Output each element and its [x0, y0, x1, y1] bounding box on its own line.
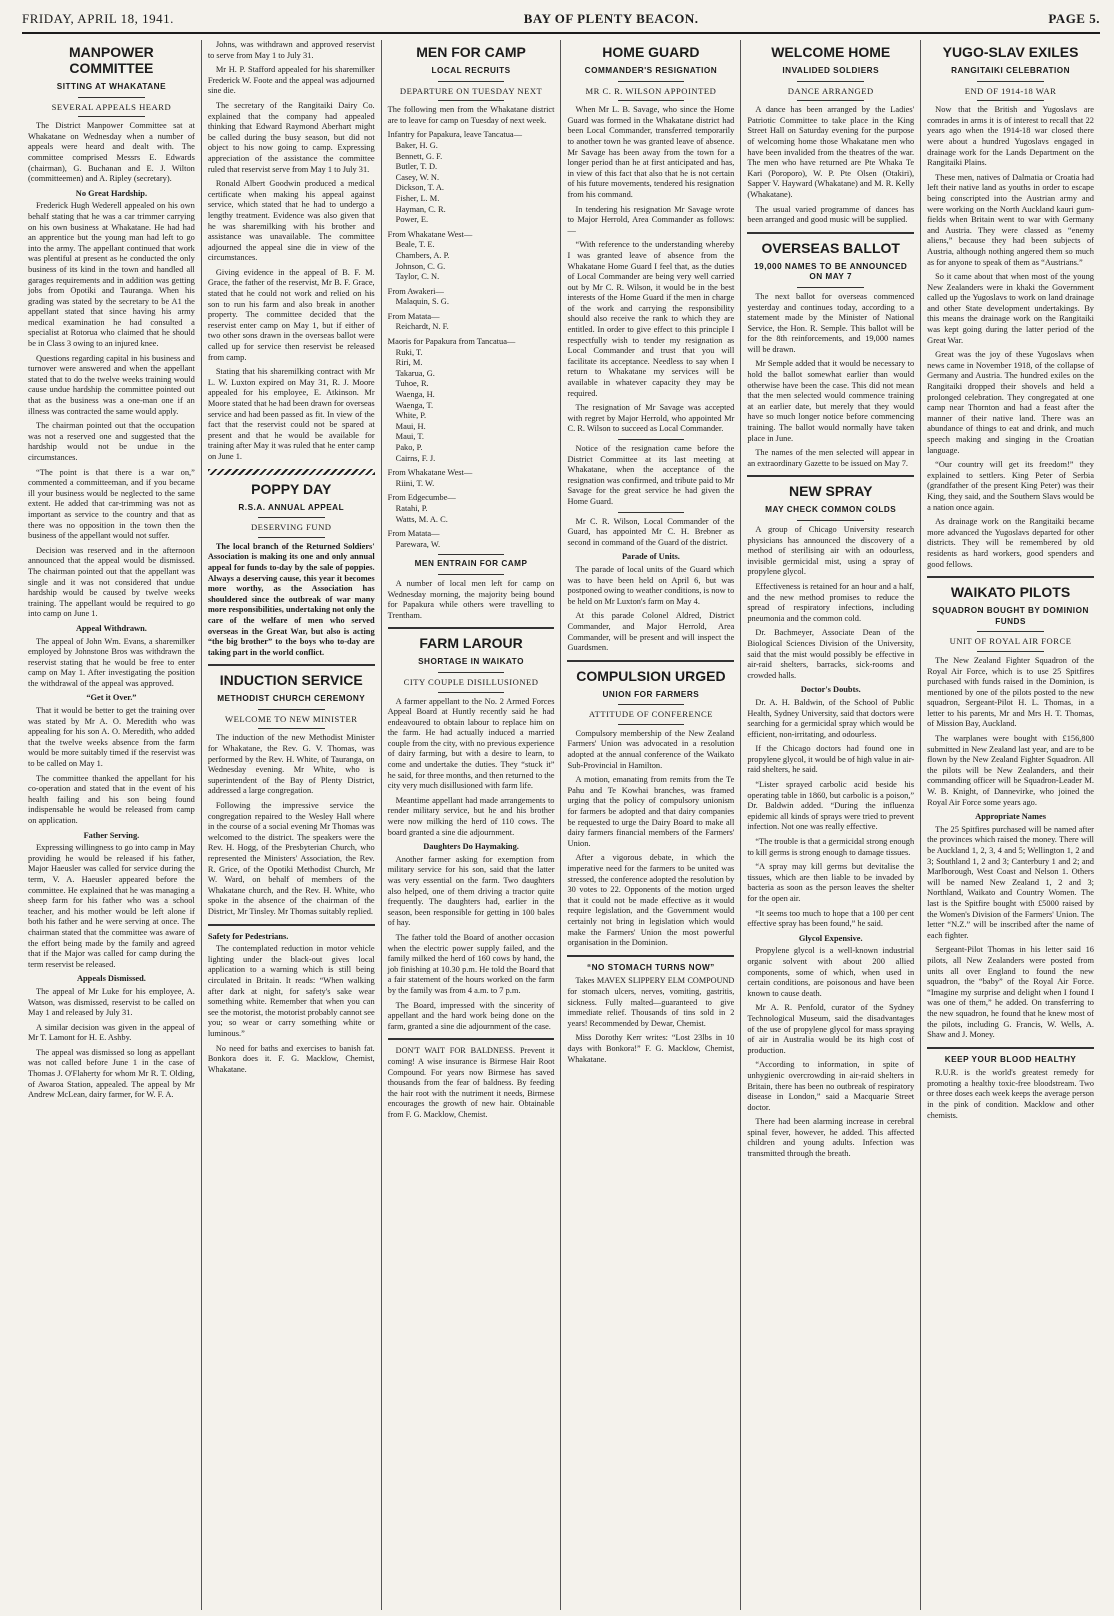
subhead: INVALIDED SOLDIERS	[782, 66, 880, 75]
group-label: From Whakatane West—	[387, 229, 473, 239]
paragraph: The appeal of John Wm. Evans, a sharemilker employed by Johnstone Bros was withdrawn the reservist stating that he would be free to enter camp on May 1. After investigating the position the withdrawal of the appeal was approved.	[28, 636, 195, 688]
paragraph: “The point is that there is a war on,” commented a committeeman, and if you became ill your business would be neglected to the same extent. He added that car-trimming was not as important as service to the country and that as there was no opposition in the town then the business of the appellant would not suffer.	[28, 467, 195, 541]
paragraph: The next ballot for overseas commenced yesterday and continues today, according to a statement made by the Minister of National Service, the Hon. R. Semple. This ballot will be for the 8th reinforcements, and 19,000 names will be drawn.	[747, 291, 915, 354]
divider	[797, 520, 864, 521]
divider	[438, 100, 505, 101]
divider	[438, 672, 505, 673]
divider	[438, 81, 505, 82]
divider	[797, 81, 864, 82]
column-5	[741, 40, 921, 1610]
paragraph: At this parade Colonel Aldred, District Commander, and Major Herrold, Area Commander, will be present and will inspect the Guardsmen.	[567, 611, 735, 653]
subhead: SITTING AT WHAKATANE	[56, 82, 167, 91]
paragraph: The appeal of Mr Luke for his employee, A. Watson, was dismissed, reservist to be called on May 1 and released by July 31.	[28, 986, 195, 1018]
subhead: LOCAL RECRUITS	[431, 66, 511, 75]
recruit-name: Ratahi, P.	[395, 503, 428, 513]
paragraph: “With reference to the understanding whereby I was granted leave of absence from the Whakatane Home Guard I feel that, as the duties of Local Commander are being very well carried out by Mr C. R. Wilson, it would be in the best interests of the Home Guard if the men in charge of the work and carrying the responsibility should also receive the rank to which they are entitled. In order to give effect to this principle I respectfully wish to tender my resignation as Local Commander and trust that you will facilitate its acceptance. Needless to say when I return to Whakatane my services will be available in whatever capacity they may be required.	[567, 240, 735, 398]
page-number: PAGE 5.	[1048, 11, 1100, 26]
paragraph: So it came about that when most of the young New Zealanders were in khaki the Government called up the Yugoslavs to work on land drainage and other State development undertakings. By this means the drainage work on the Rangitaiki was kept going during the latter period of the Great War.	[927, 272, 1094, 345]
paragraph: There had been alarming increase in cerebral spinal fever, however, he added. This affected children and young adults. Infection was transmitted through the breath.	[747, 1117, 915, 1159]
paragraph: Frederick Hugh Wederell appealed on his own behalf stating that he was a car trimmer carrying on his own business at Whakatane. He had had an apprentice but the young man had left to go into the army. The appellant continued that work was plentiful at present as he conducted the only business of its kind in the town and handled all garages requirements and in addition was getting jobs from Opotiki and Tauranga. When his grading was stated by the secretary to be A1 the appellant stated that since having his army medical examination he had consulted a specialist at Rotorua who claimed that he should be in Class 3 owing to an injured knee.	[28, 201, 195, 349]
divider	[567, 660, 734, 662]
paragraph: The appeal was dismissed so long as appellant was not called before June 1 in the case of Thomas J. O'Flaherty for whom Mr R. T. Olding, of Awaroa Station, appealed. The appeal by Mr Andrew McLean, dairy farmer, for W. F. A.	[28, 1047, 195, 1100]
paragraph: Notice of the resignation came before the District Committee at its last meeting at Whakatane, when the acceptance of the resignation was confirmed, and tribute paid to Mr Savage for the great service he had given the Home Guard.	[567, 444, 735, 506]
recruit-name: Ruki, T.	[395, 347, 423, 357]
paragraph: Ronald Albert Goodwin produced a medical certificate when making his appeal against service, which stated that he had to undergo a lengthy treatment. Evidence was also given that he was sharemilking with his brother and assistance was unavailable. The committee adjourned the appeal sine die in view of the circumstances.	[207, 179, 375, 263]
headline-poppy-day: POPPY DAY	[251, 480, 332, 497]
divider	[438, 554, 505, 555]
divider	[618, 100, 685, 101]
paragraph: The District Manpower Committee sat at Whakatane on Wednesday when a number of appeals were heard and dealt with. The committee comprised Messrs E. Edwards (chairman), G. Buchanan and E. J. Wilton (committeemen) and A. Ripley (secretary).	[28, 121, 195, 184]
paragraph: Expressing willingness to go into camp in May providing he would be released if his father, Major Haeusler was called for service during the term, V. A. Haeusler appeared before the committee. He explained that he was managing a sheep farm for his father who was a school teacher, and his mother would be left alone if both his father and he were serving at once. The chairman stated that the committee was aware of the effort being made by the family and agreed that if the Major was called for camp during the term reservist be released.	[28, 843, 195, 969]
divider	[977, 100, 1044, 101]
paragraph: That it would be better to get the training over was stated by Mr A. O. Meredith who was appealing for his son A. O. Meredith, who added that the twelve weeks absence from the farm would be more suitably timed if the reservist was to be called on May 1.	[28, 706, 195, 769]
advertisement: R.U.R. is the world's greatest remedy for promoting a healthy toxic-free bloodstream. Two or three doses each week keeps the average person in the pink of condition. Macklow and other chemists.	[927, 1068, 1094, 1120]
group-label: From Whakatane West—	[387, 468, 473, 478]
paragraph: When Mr L. B. Savage, who since the Home Guard was formed in the Whakatane district had been Local Commander, transferred temporarily to another town he was granted leave of absence. Mr Savage has been away from the town for a longer period than he at first anticipated and has, in view of this fact that also that he is not certain of his future movements, tendered his resignation from his command.	[567, 105, 735, 199]
subhead: CITY COUPLE DISILLUSIONED	[403, 676, 539, 687]
subhead: WELCOME TO NEW MINISTER	[224, 713, 358, 724]
paragraph: “A spray may kill germs but devitalise the tissues, which are then liable to be invaded by bacteria as soon as the person leaves the shelter for the open air.	[747, 862, 915, 903]
divider	[977, 651, 1044, 652]
paragraph: The parade of local units of the Guard which was to have been held on April 6, but was postponed owing to weather conditions, is now to be held on Mr Luxton's farm on May 4.	[567, 564, 735, 606]
subhead: RANGITAIKI CELEBRATION	[951, 66, 1071, 75]
paragraph: Mr H. P. Stafford appealed for his sharemilker Frederick W. Foote and the appeal was adjourned sine die.	[207, 65, 375, 96]
recruit-name: Chambers, A. P.	[395, 250, 450, 260]
subhead: UNION FOR FARMERS	[602, 689, 700, 699]
headline-waikato-pilots: WAIKATO PILOTS	[950, 584, 1071, 601]
subhead: COMMANDER'S RESIGNATION	[584, 66, 718, 75]
subhead: SHORTAGE IN WAIKATO	[418, 657, 525, 667]
section-heading: Glycol Expensive.	[798, 933, 863, 943]
advertisement: Takes MAVEX SLIPPERY ELM COMPOUND for stomach ulcers, nerves, vomiting, gastritis, sickness. Fully malted—guaranteed to give immediate relief. Thousands of tins sold in 2 years! Recommended by Dewar, Chemist.	[567, 976, 735, 1028]
masthead	[22, 6, 1100, 34]
group-label: Maoris for Papakura from Tancatua—	[387, 337, 516, 347]
recruit-name: Casey, W. N.	[395, 172, 440, 182]
recruit-name: Butler, T. D.	[395, 162, 438, 172]
group-label: From Matata—	[387, 311, 440, 321]
paragraph: Johns, was withdrawn and approved reservist to serve from May 1 to July 31.	[207, 40, 375, 60]
advert-heading: “NO STOMACH TURNS NOW”	[587, 962, 715, 972]
paragraph: “It seems too much to hope that a 100 per cent effective spray has been found,” he said.	[747, 908, 915, 929]
headline-overseas-ballot: OVERSEAS BALLOT	[761, 239, 900, 256]
recruit-name: Johnson, C. G.	[395, 261, 446, 271]
recruit-name: Watts, M. A. C.	[395, 514, 448, 524]
divider	[208, 924, 375, 926]
paragraph: Another farmer asking for exemption from military service for his son, said that the latter was very essential on the farm. Two daughters also helped, one of them driving a tractor quite frequently. The daughters had, earlier in the season, been responsible for getting in 100 bales of hay.	[387, 854, 555, 928]
subhead: MEN ENTRAIN FOR CAMP	[414, 559, 528, 569]
paragraph: Compulsory membership of the New Zealand Farmers' Union was advocated in a resolution adopted at the annual conference of the Waikato Sub-Provincial in Hamilton.	[567, 728, 735, 770]
paragraph: Meantime appellant had made arrangements to render military service, but he and his brother were now milking the herd of 110 cows. The board granted a sine die adjournment.	[387, 795, 555, 837]
section-heading: Doctor's Doubts.	[800, 685, 861, 695]
group-label: From Edgecumbe—	[387, 493, 456, 503]
recruit-name: Waenga, H.	[395, 390, 435, 400]
subhead: METHODIST CHURCH CEREMONY	[217, 694, 366, 704]
divider	[797, 287, 864, 288]
subhead: DEPARTURE ON TUESDAY NEXT	[399, 85, 543, 96]
paragraph: The induction of the new Methodist Minister for Whakatane, the Rev. G. V. Thomas, was performed by the Rev. H. White, of Tauranga, on Wednesday evening. Mr White, who is superintendent of the Bay of Plenty District, addressed a large congregation.	[207, 733, 375, 796]
divider	[388, 627, 555, 629]
divider	[618, 81, 685, 82]
paragraph: As drainage work on the Rangitaiki became more advanced the Yugoslavs departed for other districts. They will be remembered by old residents as hard workers, good spenders and good fellows.	[927, 517, 1094, 569]
column-2	[202, 40, 382, 1610]
recruit-name: Power, E.	[395, 215, 429, 225]
divider	[208, 664, 375, 666]
divider	[927, 576, 1094, 578]
divider	[797, 100, 864, 101]
paragraph: The chairman pointed out that the occupation was not a reserved one and suggested that the hardship would not be undue in the circumstances.	[28, 421, 195, 462]
headline-home-guard: HOME GUARD	[602, 44, 700, 60]
divider	[618, 512, 685, 513]
subhead: END OF 1914-18 WAR	[964, 85, 1057, 96]
subhead: DESERVING FUND	[250, 522, 332, 533]
paragraph: A similar decision was given in the appeal of Mr T. Lamont for H. E. Ashby.	[28, 1022, 195, 1043]
recruit-name: Riini, T. W.	[395, 478, 435, 488]
divider	[747, 232, 914, 234]
paragraph: The usual varied programme of dances has been arranged and good music will be supplied.	[747, 204, 915, 225]
paragraph: Dr. A. H. Baldwin, of the School of Public Health, Sydney University, said that doctors were searching for a germicidal spray which would be efficient, non-irritating, and odourless.	[747, 697, 915, 739]
paragraph: The father told the Board of another occasion when the electric power supply failed, and the family milked the herd of 160 cows by hand, the job finishing at 10.30 p.m. He told the Board that a fair statement of the hours worked on the farm by the family was from 4 a.m. to 7 p.m.	[387, 932, 555, 995]
paragraph: The committee thanked the appellant for his co-operation and stated that in the event of his health failing and his son being found indispensable he would be released from camp on application.	[28, 773, 195, 825]
headline-farm-labour: FARM LAROUR	[419, 635, 523, 652]
recruit-name: Maui, T.	[395, 432, 424, 442]
subhead: DANCE ARRANGED	[787, 85, 874, 96]
paragraph: “Lister sprayed carbolic acid beside his operating table in 1860, but carbolic is a poison,” Dr. Baldwin added. “During the influenza epidemic all kinds of sprays were tried to prevent infection. Not one was really effective.	[747, 780, 915, 832]
divider	[618, 439, 685, 440]
recruit-name: Malaquin, S. G.	[395, 297, 449, 307]
headline-induction-service: INDUCTION SERVICE	[219, 672, 363, 689]
issue-date: FRIDAY, APRIL 18, 1941.	[22, 11, 174, 26]
headline-compulsion-urged: COMPULSION URGED	[576, 667, 726, 684]
section-heading: Parade of Units.	[621, 552, 680, 562]
recruit-name: Baker, H. G.	[395, 140, 438, 150]
column-6	[921, 40, 1100, 1610]
divider	[747, 475, 914, 477]
section-heading: “Get it Over.”	[86, 693, 137, 703]
poppy-appeal-text: The local branch of the Returned Soldiers' Association is making its one and only annual appeal for funds to-day by the sale of poppies. Always a deserving cause, this year it becomes more worthy, as the Association has shouldered since the outbreak of war many more responsibilities, undertaking not only the care of the welfare of men who served overseas in the Great War, but also is acting “the big brother” to the boys who to-day are taking part in the world conflict.	[207, 541, 375, 657]
paragraph: The New Zealand Fighter Squadron of the Royal Air Force, which is to use 25 Spitfires purchased with funds raised in the Dominion, is mentioned by one of the pilots posted to the new squadron, Sergeant-Pilot H. L. Thomas, in a letter to his parents, Mr and Mrs H. T. Thomas, of Mission Bay, Auckland.	[927, 655, 1094, 729]
section-heading: Safety for Pedestrians.	[207, 931, 289, 941]
column-4	[561, 40, 741, 1610]
recruit-name: Reichardt, N. F.	[395, 322, 449, 332]
section-heading: Appeal Withdrawn.	[75, 623, 147, 633]
article-columns	[22, 40, 1100, 1610]
subhead: MAY CHECK COMMON COLDS	[765, 505, 897, 515]
paragraph: Mr A. R. Penfold, curator of the Sydney Technological Museum, said the disadvantages of the use of propylene glycol for mass spraying of air in Australia would be its high cost of production.	[747, 1003, 915, 1055]
recruit-name: Fisher, L. M.	[395, 193, 440, 203]
divider	[258, 537, 325, 538]
paragraph: A number of local men left for camp on Wednesday morning, the majority being bound for Papakura while others were travelling to Trentham.	[387, 578, 555, 620]
recruit-name: White, P.	[395, 411, 427, 421]
subhead: MR C. R. WILSON APPOINTED	[585, 85, 717, 96]
paragraph: Sergeant-Pilot Thomas in his letter said 16 pilots, all New Zealanders were posted from units all over England to found the new squadron, the “baby” of the Royal Air Force. “Imagine my surprise and delight when I found I was one of them,” he added. On transferring to the new squadron, he found that he knew most of the pilots, including G. Francis, W. Wells, A. Shaw and J. Money.	[927, 945, 1094, 1040]
paragraph: The secretary of the Rangitaiki Dairy Co. explained that the company had appealed thinking that Edward Raymond Aberhart might be called during the busy season, but did not object to his now going to camp. Expressing appreciation of the assistance the committee ruled that reservist serve from May 1 to July 31.	[207, 100, 375, 174]
divider	[977, 81, 1044, 82]
paragraph: A dance has been arranged by the Ladies' Patriotic Committee to take place in the King Street Hall on Saturday evening for the purpose of welcoming home those Whakatane men who have been invalided from the theatres of the war. The men who have returned are Pte Whaka Te Kari (Poroporo), W. P. Pte Olsen (Otakiri), Sapper V. Hayward (Whakatane) and M. R. Kelly (Whakatane).	[747, 105, 915, 199]
divider	[78, 116, 145, 117]
paragraph: Dr. Bachmeyer, Associate Dean of the Biological Sciences Division of the University, said that the mist would possibly be effective in air-raid shelters, barracks, sick-rooms and crowded halls.	[747, 628, 915, 680]
recruit-name: Hayman, C. R.	[395, 204, 446, 214]
paper-title: BAY OF PLENTY BEACON.	[523, 11, 699, 26]
divider	[388, 1038, 555, 1040]
paragraph: These men, natives of Dalmatia or Croatia had left their native land as youths in order to escape being conscripted into the Austrian army and were working on the North Auckland kauri gum-fields when Britain went to war with Germany and Austria. They were classed as “enemy aliens,” because they had been subjects of Austria, although nothing angered them so much as for anyone to speak of them as “Austrians.”	[927, 172, 1094, 267]
paragraph: A group of Chicago University research physicians has announced the discovery of a method of sterilising air with an odourless, invisible germicidal mist, using a spray of propylene glycol.	[747, 525, 915, 577]
recruit-name: Pako, P.	[395, 443, 423, 452]
paragraph: Stating that his sharemilking contract with Mr L. W. Luxton expired on May 31, R. J. Moore appealed for his employee, E. Atkinson. Mr Moore stated that he had been drawn for overseas service and had been passed as fit. In view of the fact that the reservist could not be spared at present and that he would be available for training after May it was ruled that he enter camp on June 1.	[207, 367, 375, 461]
recruit-name: Cairns, F. J.	[395, 453, 436, 463]
advert-heading: KEEP YOUR BLOOD HEALTHY	[944, 1054, 1077, 1064]
recruit-name: Riri, M.	[395, 358, 423, 368]
group-label: From Matata—	[387, 529, 440, 539]
headline-manpower-committee: MANPOWER COMMITTEE	[69, 44, 154, 76]
subhead: SEVERAL APPEALS HEARD	[51, 101, 172, 112]
paragraph: Giving evidence in the appeal of B. F. M. Grace, the father of the reservist, Mr B. F. Grace, stated that he could not work and relied on his son to run his farm and also break in another property. The committee decided that the reservist enter camp on May 1, but if either of two other sons drawn in the overseas ballot were called up for service then reservist be released from camp.	[207, 267, 375, 362]
decorative-divider	[208, 469, 375, 475]
section-heading: Appropriate Names	[975, 812, 1046, 822]
divider	[438, 692, 505, 693]
paragraph: The resignation of Mr Savage was accepted with regret by Major Herrold, who appointed Mr C. R. Wilson to succeed as Local Commander.	[567, 403, 735, 434]
paragraph: Mr C. R. Wilson, Local Commander of the Guard, has appointed Mr C. H. Brebner as second in command of the Guard of the district.	[567, 516, 735, 547]
recruit-name: Dickson, T. A.	[395, 183, 444, 193]
paragraph: Now that the British and Yugoslavs are comrades in arms it is of interest to recall that 22 years ago when the 1914-18 war closed there were about a hundred Yugoslavs engaged in drainage work for the Lands Department on the Rangitaiki Plains.	[927, 105, 1094, 168]
paragraph: The names of the men selected will appear in an extraordinary Gazette to be issued on May 7.	[747, 448, 915, 468]
recruit-name: Taylor, C. N.	[395, 272, 440, 282]
section-heading: No Great Hardship.	[75, 188, 148, 198]
recruit-name: Parewara, W.	[395, 539, 441, 549]
section-heading: Father Serving.	[83, 830, 140, 840]
subhead: 19,000 NAMES TO BE ANNOUNCED ON MAY 7	[754, 261, 908, 282]
group-label: Infantry for Papakura, leave Tancatua—	[387, 130, 523, 140]
paragraph: The contemplated reduction in motor vehicle lighting under the black-out gives local application to a warning which is still being circulated in Britain. It reads: “When walking after dark at night, for safety's sake wear something white. Remember that when you can see the motorist, the motorist probably cannot see you; so wear or carry something white or luminous.”	[207, 944, 375, 1038]
paragraph: In tendering his resignation Mr Savage wrote to Major Herrold, Area Commander as follows:—	[567, 204, 735, 235]
subhead: ATTITUDE OF CONFERENCE	[588, 709, 713, 720]
advertisement: Miss Dorothy Kerr writes: “Lost 23lbs in 10 days with Bonkora!” F. G. Macklow, Chemist, Whakatane.	[567, 1033, 735, 1064]
paragraph: The 25 Spitfires purchased will be named after the provinces which raised the money. There will be Auckland 1, 2, 3, 4 and 5; Wellington 1, 2 and 3; Southland 1, 2 and 3; Canterbury 1 and 2; and Marlborough, West Coast and Nelson 1. Others will be named New Zealand 1, 2 and 3; Northland, Waikato and Country Women. The last is the Spitfire bought with £5000 raised by the Women's Division of the Farmers' Union. The letter “N.Z.” will be inscribed after the name of each fighter.	[927, 824, 1094, 940]
divider	[78, 97, 145, 98]
divider	[618, 724, 685, 725]
divider	[438, 574, 505, 575]
divider	[927, 1047, 1094, 1049]
subhead: SQUADRON BOUGHT BY DOMINION FUNDS	[932, 606, 1089, 626]
paragraph: Great was the joy of these Yugoslavs when news came in November 1918, of the collapse of Germany and Austria. The hundred exiles on the Rangitaiki dropped their shovels and held a prolonged celebration. They congregated at one camp near Thornton and had a feast after the manner of their native land. There was an abundance of things to eat and drink, and much speech making and singing in the Croatian language.	[927, 350, 1094, 455]
subhead: UNIT OF ROYAL AIR FORCE	[949, 636, 1072, 647]
paragraph: Effectiveness is retained for an hour and a half, and the new method promises to reduce the spread of respiratory infections, including pneumonia and the common cold.	[747, 581, 915, 623]
recruit-name: Tuhoe, R.	[395, 379, 429, 389]
headline-new-spray: NEW SPRAY	[788, 483, 873, 500]
paragraph: The warplanes were bought with £156,800 submitted in New Zealand last year, and are to be flown by the New Zealand Fighter Squadron. All the pilots will be New Zealanders, and their commanding officer will be Squadron-Leader M. W. B. Knight, of Dannevirke, who joined the Royal Air Force some years ago.	[927, 734, 1094, 807]
column-1	[22, 40, 202, 1610]
paragraph: A farmer appellant to the No. 2 Armed Forces Appeal Board at Huntly recently said he had endeavoured to obtain labour to replace him on the farm. He had actually induced a married couple from the city, with no previous experience of dairy farming, but with a desire to learn, to come and undertake the duties. They “stuck it” he said, for three months, and then returned to the city very much disillusioned with farm life.	[387, 696, 555, 791]
paragraph: Following the impressive service the congregation repaired to the Wesley Hall where in the course of a social evening Mr Thomas was welcomed to the district. The speakers were the Rev. H. Hogg, of the Presbyterian Church, who represented the Ministers' Association, the Rev. R. Grice, of the Opotiki Methodist Church, Mr W. Ward, on behalf of members of the Whakatane church, and the Rev. H. White, who spoke in the absence of the chairman of the District, Mr Tinsley. Mr Thomas suitably replied.	[207, 801, 375, 916]
recruit-name: Beale, T. E.	[395, 240, 435, 250]
recruit-name: Waenga, T.	[395, 400, 434, 410]
paragraph: After a vigorous debate, in which the imperative need for the farmers to be united was stressed, the conference adopted the resolution by 30 votes to 22. Opponents of the motion urged that it could not be made effective as it would require legislation, and the Government would certainly not bring in legislation which would make the Farmers' Union the most powerful organisation in the Dominion.	[567, 853, 735, 948]
paragraph: Propylene glycol is a well-known industrial organic solvent with about 200 allied components, some of which, when used in certain conditions, are poisonous and have been known to cause death.	[747, 946, 915, 998]
headline-welcome-home: WELCOME HOME	[771, 44, 891, 60]
paragraph: Mr Semple added that it would be necessary to hold the ballot somewhat earlier than would otherwise have been the case. This did not mean that the men selected would commence training at an earlier date, but merely that they would have so much longer notice before commencing training. The ballot would normally have taken place in June.	[747, 359, 915, 443]
headline-yugo-slav-exiles: YUGO-SLAV EXILES	[942, 44, 1079, 60]
paragraph: Decision was reserved and in the afternoon announced that the appeal would be dismissed. The chairman pointed out that the appellant was single and it was not considered that undue hardship would be caused by twelve weeks training. The appellant would be required to go into camp on June 1.	[28, 545, 195, 619]
paragraph: Questions regarding capital in his business and turnover were answered and when the appellant stated that to do the twelve weeks training would cause undue hardship the committee pointed out that as the business was a one-man one if an illness was contracted the same would apply.	[28, 353, 195, 416]
recruit-name: Maui, H.	[395, 421, 426, 431]
divider	[258, 728, 325, 729]
paragraph: The Board, impressed with the sincerity of appellant and the hard work being done on the farm, granted a sine die adjournment of the case.	[387, 1000, 555, 1031]
paragraph: The following men from the Whakatane district are to leave for camp on Tuesday of next week.	[387, 105, 555, 125]
divider	[258, 709, 325, 710]
divider	[567, 955, 734, 957]
advertisement: DON'T WAIT FOR BALDNESS. Prevent it coming! A wise insurance is Birmese Hair Root Compound. For years now Birmese has saved thousands from the fear of baldness. By feeding the hair root with the nutriment it needs, Birmese encourages the growth of new hair. Obtainable from F. G. Macklow, Chemist.	[387, 1046, 555, 1119]
subhead: R.S.A. ANNUAL APPEAL	[238, 502, 345, 512]
recruit-name: Bennett, G. F.	[395, 151, 443, 161]
paragraph: “The trouble is that a germicidal strong enough to kill germs is strong enough to damage tissues.	[747, 837, 915, 857]
paragraph: “According to information, in spite of unhygienic overcrowding in air-raid shelters in Britain, there has been no outbreak of respiratory disease in London,” said a Macquarie Street doctor.	[747, 1060, 915, 1112]
advertisement: No need for baths and exercises to banish fat. Bonkora does it. F. G. Macklow, Chemist, Whakatane.	[207, 1043, 375, 1074]
divider	[977, 631, 1044, 632]
column-3	[382, 40, 562, 1610]
headline-men-for-camp: MEN FOR CAMP	[416, 44, 526, 60]
recruit-name: Takarua, G.	[395, 368, 435, 378]
divider	[258, 517, 325, 518]
section-heading: Appeals Dismissed.	[76, 974, 146, 984]
group-label: From Awakeri—	[387, 286, 444, 296]
paragraph: If the Chicago doctors had found one in propylene glycol, it would be of high value in air-raid shelters, he said.	[747, 744, 915, 775]
name-list	[388, 141, 555, 226]
paragraph: A motion, emanating from remits from the Te Pahu and Te Kowhai branches, was framed urging that the policy of compulsory unionism for farmers be adopted and that dairy companies be requested to urge the Dairy Board to make all dairy farmers financial members of the Farmers' Union.	[567, 775, 735, 848]
paragraph: “Our country will get its freedom!” they explained to settlers. King Peter of Serbia (grandfather of the present King Peter) was their King, they said, and the Southern Slavs would be a nation once again.	[927, 460, 1094, 512]
section-heading: Daughters Do Haymaking.	[423, 842, 519, 852]
divider	[618, 704, 685, 705]
